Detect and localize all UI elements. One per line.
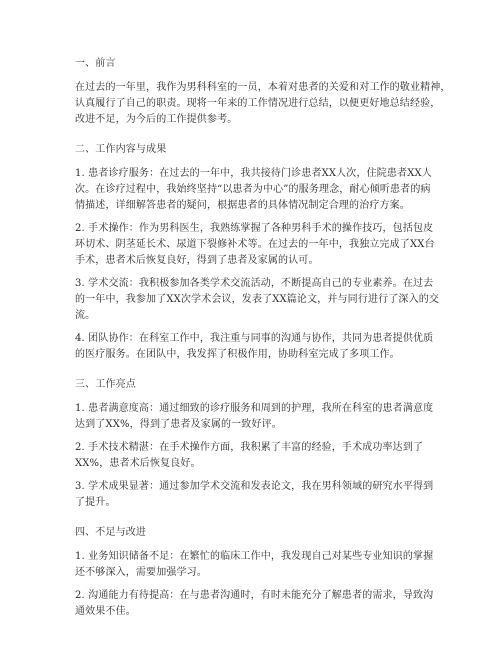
paragraph-line: 还不够深入，需要加强学习。 (75, 567, 207, 578)
paragraph (75, 166, 434, 214)
paragraph-line: 改进不足，为今后的工作提供参考。 (75, 114, 238, 125)
paragraph (75, 401, 434, 433)
paragraph-line: 通效果不佳。 (75, 606, 136, 617)
paragraph (75, 588, 434, 620)
paragraph-line: 2. 手术技术精湛：在手术操作方面，我积累了丰富的经验，手术成功率达到了 (75, 442, 424, 453)
paragraph-line: 认真履行了自己的职责。现将一年来的工作情况进行总结，以便更好地总结经验， (75, 98, 441, 109)
paragraph-line: 了提升。 (75, 497, 116, 508)
section-heading: 四、不足与改进 (75, 527, 147, 538)
paragraph-line: 1. 业务知识储备不足：在繁忙的临床工作中，我发现自己对某些专业知识的掌握 (75, 551, 434, 562)
paragraph (75, 331, 434, 363)
paragraph-line: 达到了XX%，得到了患者及家属的一致好评。 (75, 419, 282, 430)
paragraph-line: 2. 手术操作：作为男科医生，我熟练掌握了各种男科手术的操作技巧，包括包皮 (75, 223, 434, 234)
paragraph-line: 次。在诊疗过程中，我始终坚持“以患者为中心”的服务理念，耐心倾听患者的病 (75, 184, 431, 195)
paragraph (75, 440, 434, 472)
paragraph-line: 的一年中，我参加了XX次学术会议，发表了XX篇论文，并与同行进行了深入的交 (75, 294, 440, 305)
paragraph-line: 1. 患者满意度高：通过细致的诊疗服务和周到的护理，我所在科室的患者满意度 (75, 403, 434, 414)
paragraph-line: 1. 患者诊疗服务：在过去的一年中，我共接待门诊患者XX人次，住院患者XX人 (75, 168, 432, 179)
paragraph-line: 3. 学术交流：我积极参加各类学术交流活动，不断提高自己的专业素养。在过去 (75, 278, 434, 289)
paragraph-line: 环切术、阴茎延长术、尿道下裂修补术等。在过去的一年中，我独立完成了XX台 (75, 239, 435, 250)
section-heading: 一、前言 (75, 58, 116, 69)
paragraph-line: 在过去的一年里，我作为男科科室的一员，本着对患者的关爱和对工作的敬业精神， (75, 82, 451, 93)
paragraph (75, 80, 451, 128)
paragraph-line: 3. 学术成果显著：通过参加学术交流和发表论文，我在男科领域的研究水平得到 (75, 481, 434, 492)
paragraph (75, 479, 434, 511)
paragraph-line: 4. 团队协作：在科室工作中，我注重与同事的沟通与协作，共同为患者提供优质 (75, 333, 434, 344)
paragraph (75, 276, 440, 324)
paragraph-line: 手术，患者术后恢复良好，得到了患者及家属的认可。 (75, 255, 319, 266)
section-heading: 二、工作内容与成果 (75, 144, 167, 155)
paragraph-line: XX%，患者术后恢复良好。 (75, 458, 201, 469)
paragraph-line: 的医疗服务。在团队中，我发挥了积极作用，协助科室完成了多项工作。 (75, 349, 400, 360)
section-heading: 三、工作亮点 (75, 379, 136, 390)
paragraph-line: 情描述，详细解答患者的疑问，根据患者的具体情况制定合理的治疗方案。 (75, 200, 410, 211)
paragraph (75, 549, 434, 581)
paragraph (75, 221, 434, 269)
paragraph-line: 流。 (75, 310, 96, 321)
paragraph-line: 2. 沟通能力有待提高：在与患者沟通时，有时未能充分了解患者的需求，导致沟 (75, 590, 434, 601)
